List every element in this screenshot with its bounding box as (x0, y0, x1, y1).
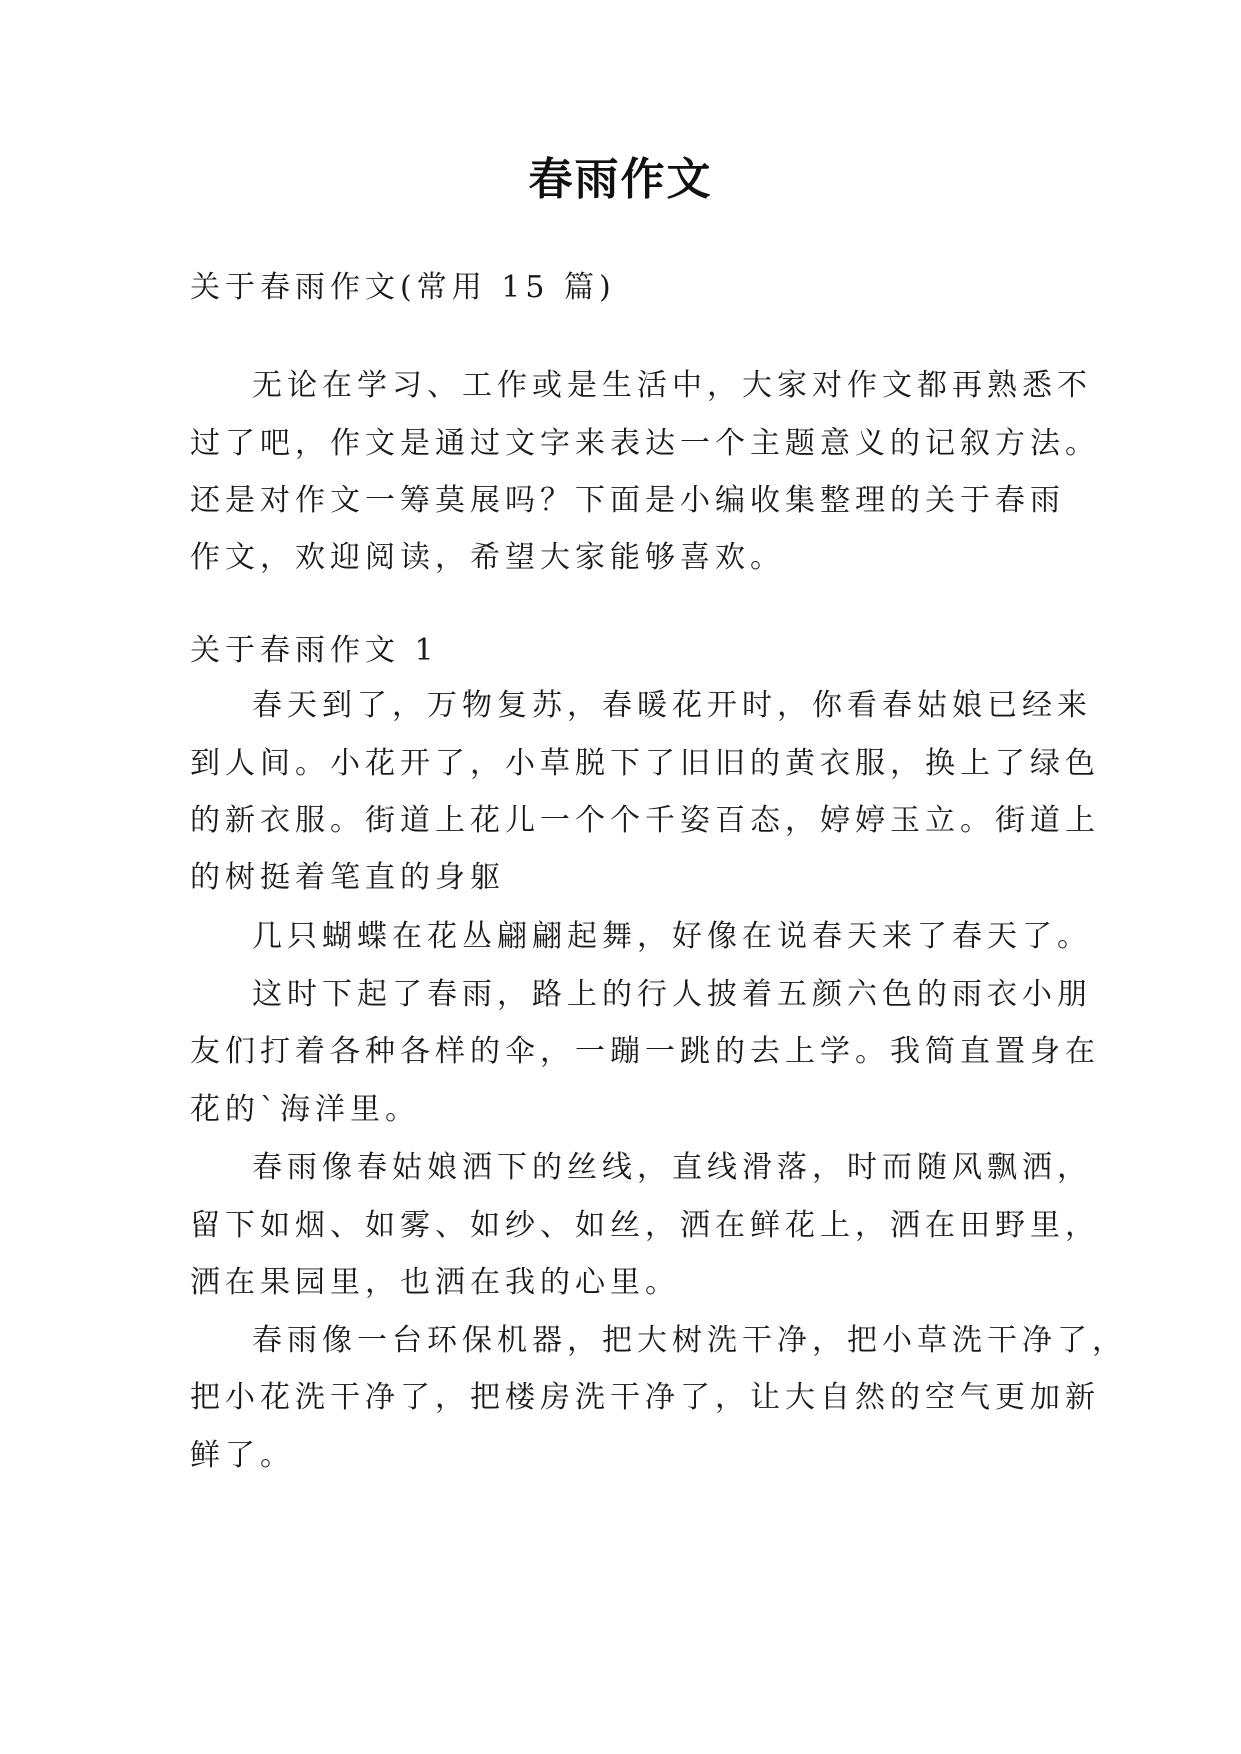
section-heading: 关于春雨作文 1 (190, 633, 439, 668)
document-subtitle: 关于春雨作文(常用 15 篇) (190, 270, 616, 305)
intro-line: 还是对作文一筹莫展吗？下面是小编收集整理的关于春雨 (190, 483, 1065, 518)
body-line: 鲜了。 (190, 1438, 295, 1473)
body-line: 春雨像一台环保机器，把大树洗干净，把小草洗干净了， (252, 1323, 1127, 1358)
body-line: 花的`海洋里。 (190, 1092, 420, 1127)
body-line: 的新衣服。街道上花儿一个个千姿百态，婷婷玉立。街道上 (190, 803, 1100, 838)
intro-line: 作文，欢迎阅读，希望大家能够喜欢。 (190, 540, 785, 575)
body-line: 几只蝴蝶在花丛翩翩起舞，好像在说春天来了春天了。 (252, 919, 1092, 954)
body-line: 留下如烟、如雾、如纱、如丝，洒在鲜花上，洒在田野里， (190, 1208, 1100, 1243)
intro-line: 无论在学习、工作或是生活中，大家对作文都再熟悉不 (252, 368, 1092, 403)
body-line: 洒在果园里，也洒在我的心里。 (190, 1265, 680, 1300)
body-line: 到人间。小花开了，小草脱下了旧旧的黄衣服，换上了绿色 (190, 746, 1100, 781)
body-line: 友们打着各种各样的伞，一蹦一跳的去上学。我简直置身在 (190, 1034, 1100, 1069)
intro-line: 过了吧，作文是通过文字来表达一个主题意义的记叙方法。 (190, 426, 1100, 461)
body-line: 春天到了，万物复苏，春暖花开时，你看春姑娘已经来 (252, 688, 1092, 723)
body-line: 春雨像春姑娘洒下的丝线，直线滑落，时而随风飘洒， (252, 1150, 1092, 1185)
document-title: 春雨作文 (528, 154, 713, 205)
body-line: 把小花洗干净了，把楼房洗干净了，让大自然的空气更加新 (190, 1380, 1100, 1415)
body-line: 这时下起了春雨，路上的行人披着五颜六色的雨衣小朋 (252, 977, 1092, 1012)
body-line: 的树挺着笔直的身躯 (190, 860, 505, 895)
